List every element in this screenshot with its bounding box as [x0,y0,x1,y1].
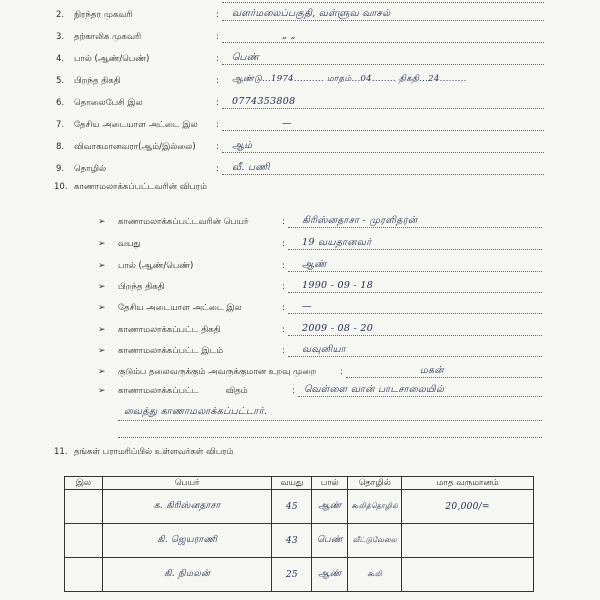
section-11-header [0,447,600,463]
dotted-line [288,313,542,314]
dotted-line [222,42,544,43]
item-separator: : [282,282,285,292]
dotted-line [222,152,544,153]
dotted-line [288,335,542,336]
item-separator: : [282,346,285,356]
item-label: பிறந்த திகதி [118,282,165,292]
missing-person-sex-row [0,261,600,277]
cell-age: 45 [272,490,312,524]
handwritten-value: வளர்மலைப்பகுதி, வள்ளுவ வாசல் [232,8,391,19]
handwritten-continuation: வைத்து காணாமலாக்கப்பட்டார். [124,406,268,417]
cell-no [65,490,103,524]
item-separator: : [282,239,285,249]
cell-income [402,524,534,558]
item-separator: : [216,164,219,174]
item-label: தொழில் [74,164,107,174]
form-row-permanent-address [0,10,600,26]
item-number: 9. [56,164,65,174]
handwritten-value: வவுனியா [302,344,346,355]
item-label: தற்காலிக முகவரி [74,32,142,42]
dependents-table [64,476,534,592]
dotted-line [222,2,544,3]
item-separator: : [216,10,219,20]
arrow-bullet-icon: ➢ [98,217,106,227]
handwritten-value: 2009 - 08 - 20 [302,323,374,334]
col-header-no: இல [65,477,103,490]
cell-name: க. கிரிஸ்னதாசா [102,490,272,524]
form-row-married [0,142,600,158]
handwritten-value: „ „ [282,30,296,41]
col-header-occupation: தொழில் [348,477,402,490]
missing-manner-row [0,386,600,402]
item-label: காணாமலாக்கப்பட்டவரின் பெயர் [118,217,249,227]
handwritten-value: — [282,118,292,129]
missing-person-nic-row [0,303,600,319]
arrow-bullet-icon: ➢ [98,303,106,313]
item-number: 3. [56,32,65,42]
item-number: 6. [56,98,65,108]
col-header-age: வயது [272,477,312,490]
item-separator: : [216,76,219,86]
item-number: 2. [56,10,65,20]
item-label: காணாமலாக்கப்பட்ட இடம் [118,346,224,356]
cell-occupation: கூலி [348,558,402,592]
handwritten-value: வீ. பணி [232,162,270,173]
form-row-date-of-birth [0,76,600,92]
dotted-line [118,420,542,421]
dotted-line [222,174,544,175]
missing-date-row [0,325,600,341]
form-row-phone [0,98,600,114]
relationship-row [0,367,600,383]
section-title: காணாமலாக்கப்பட்டவரின் விபரம் [74,182,207,192]
col-header-sex: பால் [312,477,348,490]
col-header-monthly-income: மாத வருமானம் [402,477,534,490]
section-number: 11. [54,447,68,457]
item-separator: : [216,32,219,42]
handwritten-value: வெள்ளை வான் பாடசாலையில் [304,384,445,395]
handwritten-value: 0774353808 [232,96,296,107]
item-separator: : [282,261,285,271]
table-row [65,490,534,524]
missing-person-name-row [0,217,600,233]
item-separator: : [216,142,219,152]
cell-occupation: வீட்டுவேலை [348,524,402,558]
dotted-line [298,396,542,397]
item-label: வயது [118,239,141,249]
arrow-bullet-icon: ➢ [98,261,106,271]
item-label: பால் (ஆண்/பெண்) [118,261,194,271]
dotted-line [222,20,544,21]
cell-income: 20,000/= [402,490,534,524]
item-number: 8. [56,142,65,152]
col-header-name: பெயர் [102,477,272,490]
handwritten-value: ஆண்டு...1974.......... மாதம்...04........ திகதி...24......... [232,74,467,84]
table-row [65,524,534,558]
cell-name: கி. நிமலன் [102,558,272,592]
item-label: நிரந்தர முகவரி [74,10,133,20]
item-separator: : [292,386,295,396]
table-row [65,558,534,592]
dotted-line [222,130,544,131]
handwritten-value: ஆண் [302,259,327,270]
form-row-nic [0,120,600,136]
arrow-bullet-icon: ➢ [98,325,106,335]
arrow-bullet-icon: ➢ [98,367,106,377]
arrow-bullet-icon: ➢ [98,239,106,249]
dotted-line [222,64,544,65]
cell-sex: ஆண் [312,490,348,524]
item-label: தொலைபேசி இல [74,98,143,108]
dotted-line [288,292,542,293]
cell-income [402,558,534,592]
missing-person-age-row [0,239,600,255]
dotted-line [288,249,542,250]
item-label: விவாகமானவரா(ஆம்/இல்லை) [74,142,196,152]
item-label: காணாமலாக்கப்பட்ட திகதி [118,325,221,335]
cell-age: 43 [272,524,312,558]
handwritten-value: கிரிஸ்னதாசா - முரளிதரன் [302,215,418,226]
cell-no [65,558,103,592]
missing-person-dob-row [0,282,600,298]
handwritten-value: மகன் [420,365,444,376]
item-separator: : [282,303,285,313]
handwritten-value: 19 வயதானவர் [302,237,372,248]
cell-occupation: கூலித்தொழில் [348,490,402,524]
form-row-occupation [0,164,600,180]
cell-name: கி. ஜெயராணி [102,524,272,558]
item-separator: : [216,54,219,64]
missing-place-row [0,346,600,362]
form-row-temporary-address [0,32,600,48]
arrow-bullet-icon: ➢ [98,282,106,292]
section-title: தங்கள் பராமரிப்பில் உள்ளவர்கள் விபரம் [74,447,234,457]
dotted-line [118,437,542,438]
table-header-row [65,477,534,490]
item-label: பால் (ஆண்/பெண்) [74,54,150,64]
arrow-bullet-icon: ➢ [98,346,106,356]
dotted-line [288,271,542,272]
dotted-line [288,227,542,228]
handwritten-value: 1990 - 09 - 18 [302,280,374,291]
form-row-cutoff [0,0,600,8]
handwritten-value: — [302,301,312,312]
cell-no [65,524,103,558]
item-separator: : [340,367,343,377]
cell-sex: ஆண் [312,558,348,592]
item-separator: : [216,98,219,108]
item-number: 4. [56,54,65,64]
section-10-header [0,182,600,198]
item-separator: : [282,217,285,227]
section-number: 10. [54,182,68,192]
dotted-line [222,108,544,109]
dotted-line [346,377,542,378]
item-label: தேசிய அடையாள அட்டை இல [118,303,242,313]
dotted-line [288,356,542,357]
item-label: குடும்ப தலைவருக்கும் அவருக்குமான உறவு முறை [118,367,317,377]
item-label: பிறந்த திகதி [74,76,121,86]
item-label: காணாமலாக்கப்பட்ட விதம் [118,386,248,396]
form-row-sex [0,54,600,70]
item-separator: : [216,120,219,130]
arrow-bullet-icon: ➢ [98,386,106,396]
item-number: 5. [56,76,65,86]
item-number: 7. [56,120,65,130]
handwritten-value: பெண் [232,52,260,63]
item-label: தேசிய அடையாள அட்டை இல [74,120,198,130]
cell-sex: பெண் [312,524,348,558]
handwritten-value: ஆம் [232,140,253,151]
item-separator: : [282,325,285,335]
cell-age: 25 [272,558,312,592]
